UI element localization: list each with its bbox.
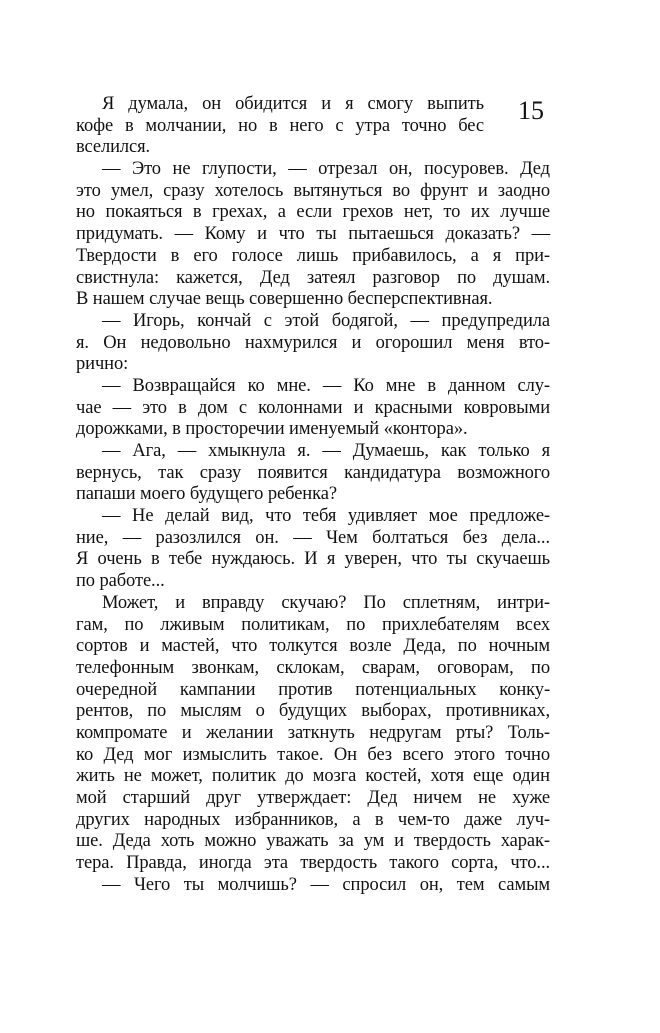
text-line: телефонным звонкам, склокам, сварам, оговорам, по	[76, 657, 550, 678]
text-line: вселился.	[76, 137, 151, 158]
body-text	[76, 94, 550, 896]
text-line: это умел, сразу хотелось вытянуться во фрунт и заодно	[76, 180, 550, 201]
text-line: но покаяться в грехах, а если грехов нет, то их лучше	[76, 202, 550, 223]
text-line: — Чего ты молчишь? — спросил он, тем самым	[102, 874, 550, 895]
text-line: — Не делай вид, что тебя удивляет мое предложе-	[102, 506, 550, 527]
page-number: 15	[518, 96, 544, 125]
text-line: свистнула: кажется, Дед затеял разговор по душам.	[76, 267, 550, 288]
text-line: других народных избранников, а в чем-то даже луч-	[76, 809, 550, 830]
text-line: — Ага, — хмыкнула я. — Думаешь, как только я	[102, 441, 550, 461]
text-line: ние, — разозлился он. — Чем болтаться без дела...	[76, 527, 550, 548]
text-line: я. Он недовольно нахмурился и огорошил меня вто-	[76, 332, 550, 353]
text-line: очередной кампании против потенциальных конку-	[76, 679, 550, 700]
text-line: вернусь, так сразу появится кандидатура возможного	[76, 462, 550, 483]
text-line: жить не может, политик до мозга костей, хотя еще один	[76, 766, 550, 787]
text-line: ко Дед мог измыслить такое. Он без всего этого точно	[76, 744, 550, 765]
text-line: компромате и желании заткнуть недругам рты? Толь-	[76, 722, 550, 743]
text-line: — Игорь, кончай с этой бодягой, — предупредила	[102, 310, 550, 331]
text-line: — Возвращайся ко мне. — Ко мне в данном слу-	[102, 375, 550, 396]
text-line: ше. Деда хоть можно уважать за ум и твердость харак-	[76, 831, 550, 852]
text-line: рентов, по мыслям о будущих выборах, противниках,	[76, 701, 550, 722]
text-line: Твердости в его голосе лишь прибавилось, а я при-	[76, 245, 550, 266]
text-line: чае — это в дом с колоннами и красными ковровыми	[76, 397, 550, 418]
text-line: Я думала, он обидится и я смогу выпить	[102, 94, 484, 114]
text-line: придумать. — Кому и что ты пытаешься доказать? —	[76, 224, 550, 245]
text-line: Может, и вправду скучаю? По сплетням, интри-	[102, 592, 550, 613]
text-line: Я очень в тебе нуждаюсь. И я уверен, что ты скучаешь	[76, 549, 550, 570]
text-line: дорожками, в просторечии именуемый «контора».	[76, 419, 468, 440]
text-line: В нашем случае вещь совершенно бесперспективная.	[76, 289, 493, 310]
text-line: кофе в молчании, но в него с утра точно бес	[76, 115, 484, 136]
text-line: рично:	[76, 354, 129, 375]
text-line: тера. Правда, иногда эта твердость такого сорта, что...	[76, 853, 550, 874]
text-line: по работе...	[76, 571, 165, 592]
text-line: гам, по лживым политикам, по прихлебателям всех	[76, 614, 550, 635]
text-line: сортов и мастей, что толкутся возле Деда, по ночным	[76, 636, 550, 657]
text-line: мой старший друг утверждает: Дед ничем не хуже	[76, 788, 550, 808]
text-line: — Это не глупости, — отрезал он, посуровев. Дед	[102, 159, 550, 180]
text-line: папаши моего будущего ребенка?	[76, 484, 337, 505]
